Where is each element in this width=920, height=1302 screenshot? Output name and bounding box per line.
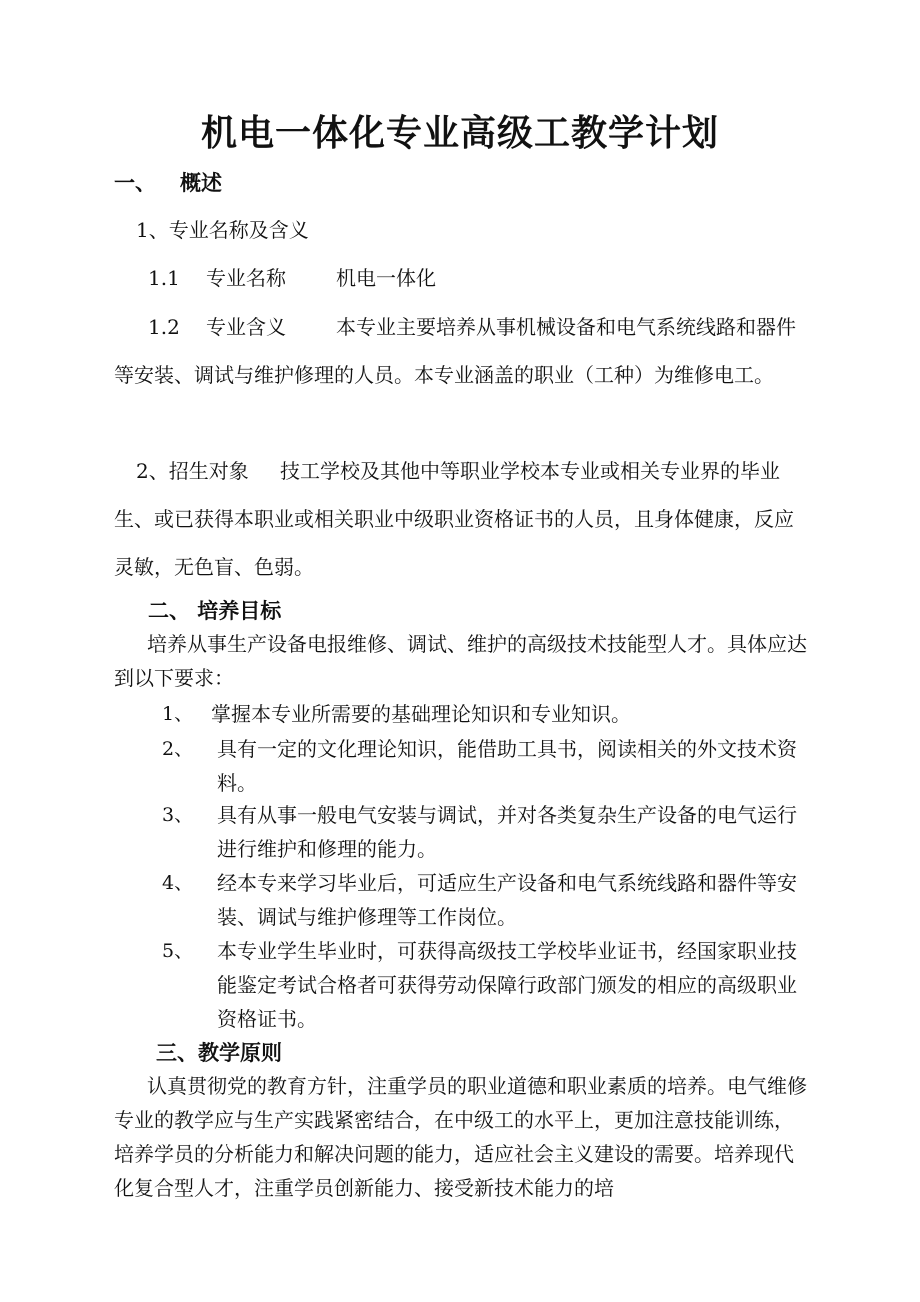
item-2-text: 技工学校及其他中等职业学校本专业或相关专业界的毕业生、或已获得本职业或相关职业中级职业资格证书的人员，且身体健康，反应灵敏，无色盲、色弱。 [114, 459, 794, 579]
goal-number: 3、 [162, 804, 194, 826]
section-3-heading: 三、教学原则 [156, 1041, 282, 1065]
item-1-1-label: 专业名称 [206, 266, 286, 290]
item-1-heading: 1、专业名称及含义 [136, 218, 309, 242]
goal-text: 本专业学生毕业时，可获得高级技工学校毕业证书，经国家职业技能鉴定考试合格者可获得劳动保障行政部门颁发的相应的高级职业资格证书。 [217, 939, 797, 1031]
goal-text: 经本专来学习毕业后，可适应生产设备和电气系统线路和器件等安装、调试与维护修理等工作岗位。 [217, 871, 797, 929]
item-2-heading: 2、招生对象 [136, 459, 249, 483]
goal-number: 4、 [162, 872, 194, 894]
section-1-heading: 概述 [180, 171, 222, 195]
item-1-1-number: 1.1 [148, 266, 180, 290]
item-1-2-text: 本专业主要培养从事机械设备和电气系统线路和器件等安装、调试与维护修理的人员。本专业涵盖的职业（工种）为维修电工。 [114, 315, 796, 387]
goal-text: 具有一定的文化理论知识，能借助工具书，阅读相关的外文技术资料。 [217, 737, 797, 795]
goal-text: 具有从事一般电气安装与调试，并对各类复杂生产设备的电气运行进行维护和修理的能力。 [217, 803, 797, 861]
section-2-heading: 二、 培养目标 [148, 599, 282, 623]
document-title: 机电一体化专业高级工教学计划 [200, 113, 719, 154]
goal-number: 5、 [162, 940, 194, 962]
item-1-2-number: 1.2 [148, 315, 180, 339]
item-1-2-label: 专业含义 [206, 315, 286, 339]
goal-number: 2、 [162, 738, 194, 760]
section-1-number: 一、 [114, 171, 156, 195]
goal-text: 掌握本专业所需要的基础理论知识和专业知识。 [211, 702, 631, 726]
item-1-1-value: 机电一体化 [336, 266, 436, 290]
goal-number: 1、 [162, 703, 194, 725]
section-2-intro: 培养从事生产设备电报维修、调试、维护的高级技术技能型人才。具体应达到以下要求： [114, 632, 807, 690]
section-3-text: 认真贯彻党的教育方针，注重学员的职业道德和职业素质的培养。电气维修专业的教学应与生产实践紧密结合，在中级工的水平上，更加注意技能训练，培养学员的分析能力和解决问题的能力，适应社会主义建设的需要。培养现代化复合型人才，注重学员创新能力、接受新技术能力的培 [114, 1074, 807, 1200]
